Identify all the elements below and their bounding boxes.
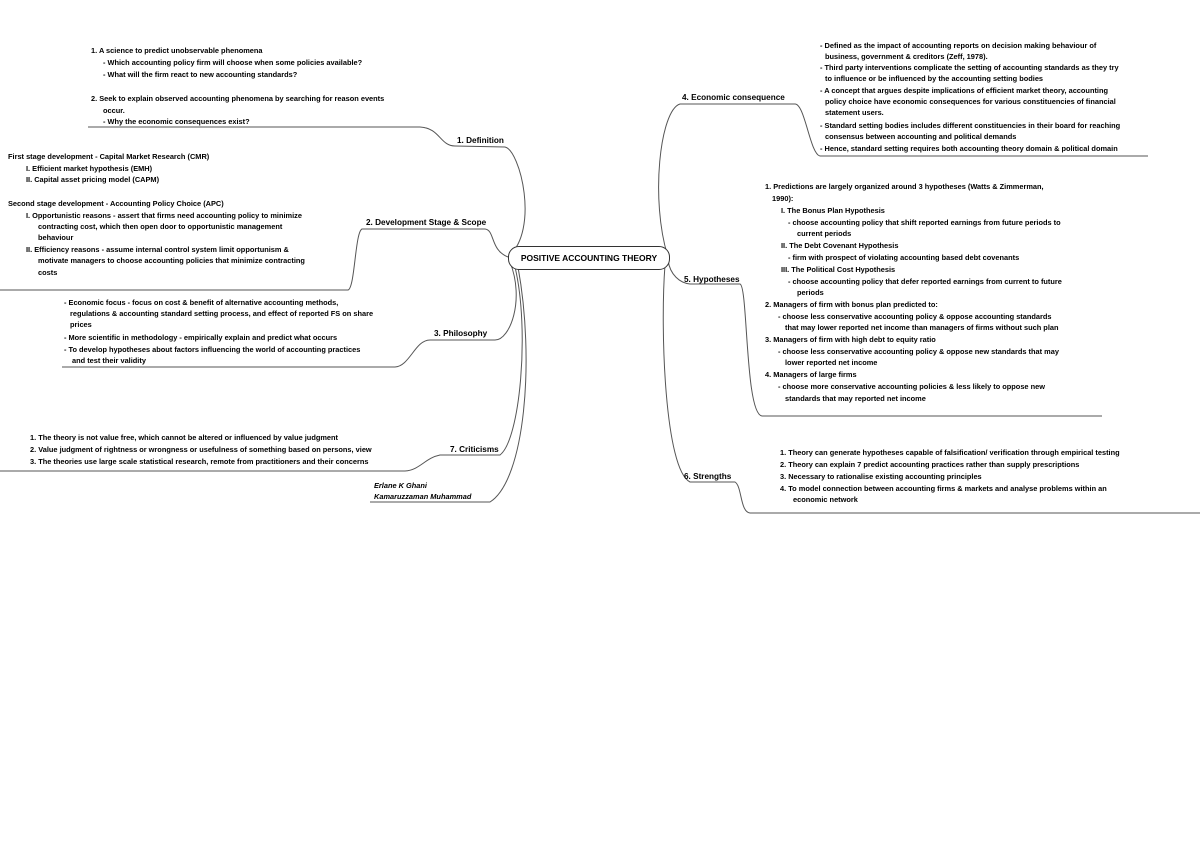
- economic-line: - A concept that argues despite implications of efficient market theory, accounting: [820, 86, 1109, 95]
- definition-line: 1. A science to predict unobservable phenomena: [91, 46, 263, 55]
- philosophy-line: and test their validity: [72, 356, 146, 365]
- philosophy-line: - To develop hypotheses about factors influencing the world of accounting practices: [64, 345, 361, 354]
- hypotheses-line: - firm with prospect of violating accounting based debt covenants: [788, 253, 1020, 262]
- hypotheses-line: - choose accounting policy that defer reported earnings from current to future: [788, 277, 1062, 286]
- strengths-line: 2. Theory can explain 7 predict accounting practices rather than supply prescriptions: [780, 460, 1080, 469]
- criticisms-line: 1. The theory is not value free, which cannot be altered or influenced by value judgment: [30, 433, 339, 442]
- branch-economic-label[interactable]: 4. Economic consequence: [682, 93, 785, 102]
- hypotheses-line: III. The Political Cost Hypothesis: [781, 265, 896, 274]
- hypotheses-line: - choose less conservative accounting policy & oppose accounting standards: [778, 312, 1052, 321]
- strengths-line: economic network: [793, 495, 858, 504]
- development-line: I. Efficient market hypothesis (EMH): [26, 164, 153, 173]
- branch-hypotheses-label[interactable]: 5. Hypotheses: [684, 275, 740, 284]
- philosophy-line: - Economic focus - focus on cost & benefit of alternative accounting methods,: [64, 298, 339, 307]
- development-line: I. Opportunistic reasons - assert that firms need accounting policy to minimize: [26, 211, 302, 220]
- connector-definition: [88, 127, 525, 257]
- branch-definition-label[interactable]: 1. Definition: [457, 136, 504, 145]
- hypotheses-line: - choose less conservative accounting policy & oppose new standards that may: [778, 347, 1059, 356]
- hypotheses-line: II. The Debt Covenant Hypothesis: [781, 241, 899, 250]
- hypotheses-line: current periods: [797, 229, 852, 238]
- hypotheses-line: 4. Managers of large firms: [765, 370, 857, 379]
- development-line: II. Capital asset pricing model (CAPM): [26, 175, 160, 184]
- hypotheses-line: lower reported net income: [785, 358, 878, 367]
- development-line: contracting cost, which then open door to opportunistic management: [38, 222, 283, 231]
- philosophy-line: prices: [70, 320, 92, 329]
- economic-line: - Third party interventions complicate the setting of accounting standards as they try: [820, 63, 1119, 72]
- hypotheses-line: - choose more conservative accounting policies & less likely to oppose new: [778, 382, 1045, 391]
- economic-line: policy choice have economic consequences for various constituencies of financial: [825, 97, 1116, 106]
- hypotheses-line: 1990):: [772, 194, 794, 203]
- branch-criticisms-label[interactable]: 7. Criticisms: [450, 445, 499, 454]
- hypotheses-line: 1. Predictions are largely organized around 3 hypotheses (Watts & Zimmerman,: [765, 182, 1044, 191]
- central-topic[interactable]: [508, 246, 670, 270]
- definition-line: - Which accounting policy firm will choose when some policies available?: [103, 58, 363, 67]
- strengths-line: 3. Necessary to rationalise existing accounting principles: [780, 472, 982, 481]
- definition-line: - Why the economic consequences exist?: [103, 117, 250, 126]
- philosophy-line: - More scientific in methodology - empirically explain and predict what occurs: [64, 333, 338, 342]
- economic-line: - Defined as the impact of accounting reports on decision making behaviour of: [820, 41, 1097, 50]
- economic-line: - Hence, standard setting requires both accounting theory domain & political domain: [820, 144, 1118, 153]
- development-line: II. Efficiency reasons - assume internal control system limit opportunism &: [26, 245, 289, 254]
- definition-line: - What will the firm react to new accounting standards?: [103, 70, 298, 79]
- branch-philosophy-label[interactable]: 3. Philosophy: [434, 329, 488, 338]
- hypotheses-line: - choose accounting policy that shift reported earnings from future periods to: [788, 218, 1061, 227]
- economic-line: - Standard setting bodies includes different constituencies in their board for reaching: [820, 121, 1121, 130]
- criticisms-line: 2. Value judgment of rightness or wrongness or usefulness of something based on persons, view: [30, 445, 372, 454]
- strengths-line: 1. Theory can generate hypotheses capable of falsification/ verification through empirical testing: [780, 448, 1120, 457]
- development-line: costs: [38, 268, 58, 277]
- author-name: Kamaruzzaman Muhammad: [374, 492, 472, 501]
- development-line: behaviour: [38, 233, 74, 242]
- economic-line: statement users.: [825, 108, 884, 117]
- economic-line: business, government & creditors (Zeff, 1978).: [825, 52, 988, 61]
- hypotheses-line: periods: [797, 288, 824, 297]
- economic-line: to influence or be influenced by the accounting setting bodies: [825, 74, 1044, 83]
- definition-line: 2. Seek to explain observed accounting phenomena by searching for reason events: [91, 94, 385, 103]
- branch-strengths-label[interactable]: 6. Strengths: [684, 472, 732, 481]
- author-name: Erlane K Ghani: [374, 481, 427, 490]
- hypotheses-line: 3. Managers of firm with high debt to equity ratio: [765, 335, 936, 344]
- central-topic-label: POSITIVE ACCOUNTING THEORY: [520, 253, 658, 263]
- philosophy-line: regulations & accounting standard setting process, and effect of reported FS on share: [70, 309, 374, 318]
- definition-line: occur.: [103, 106, 125, 115]
- criticisms-line: 3. The theories use large scale statistical research, remote from practitioners and their concerns: [30, 457, 369, 466]
- strengths-line: 4. To model connection between accounting firms & markets and analyse problems within an: [780, 484, 1107, 493]
- hypotheses-line: standards that may reported net income: [785, 394, 926, 403]
- development-line: Second stage development - Accounting Policy Choice (APC): [8, 199, 224, 208]
- hypotheses-line: I. The Bonus Plan Hypothesis: [781, 206, 885, 215]
- hypotheses-line: that may lower reported net income than managers of firms without such plan: [785, 323, 1059, 332]
- branch-development-label[interactable]: 2. Development Stage & Scope: [366, 218, 487, 227]
- development-line: motivate managers to choose accounting policies that minimize contracting: [38, 256, 305, 265]
- economic-line: consensus between accounting and political demands: [825, 132, 1017, 141]
- connector-authors: [370, 267, 526, 502]
- development-line: First stage development - Capital Market Research (CMR): [8, 152, 210, 161]
- hypotheses-line: 2. Managers of firm with bonus plan predicted to:: [765, 300, 938, 309]
